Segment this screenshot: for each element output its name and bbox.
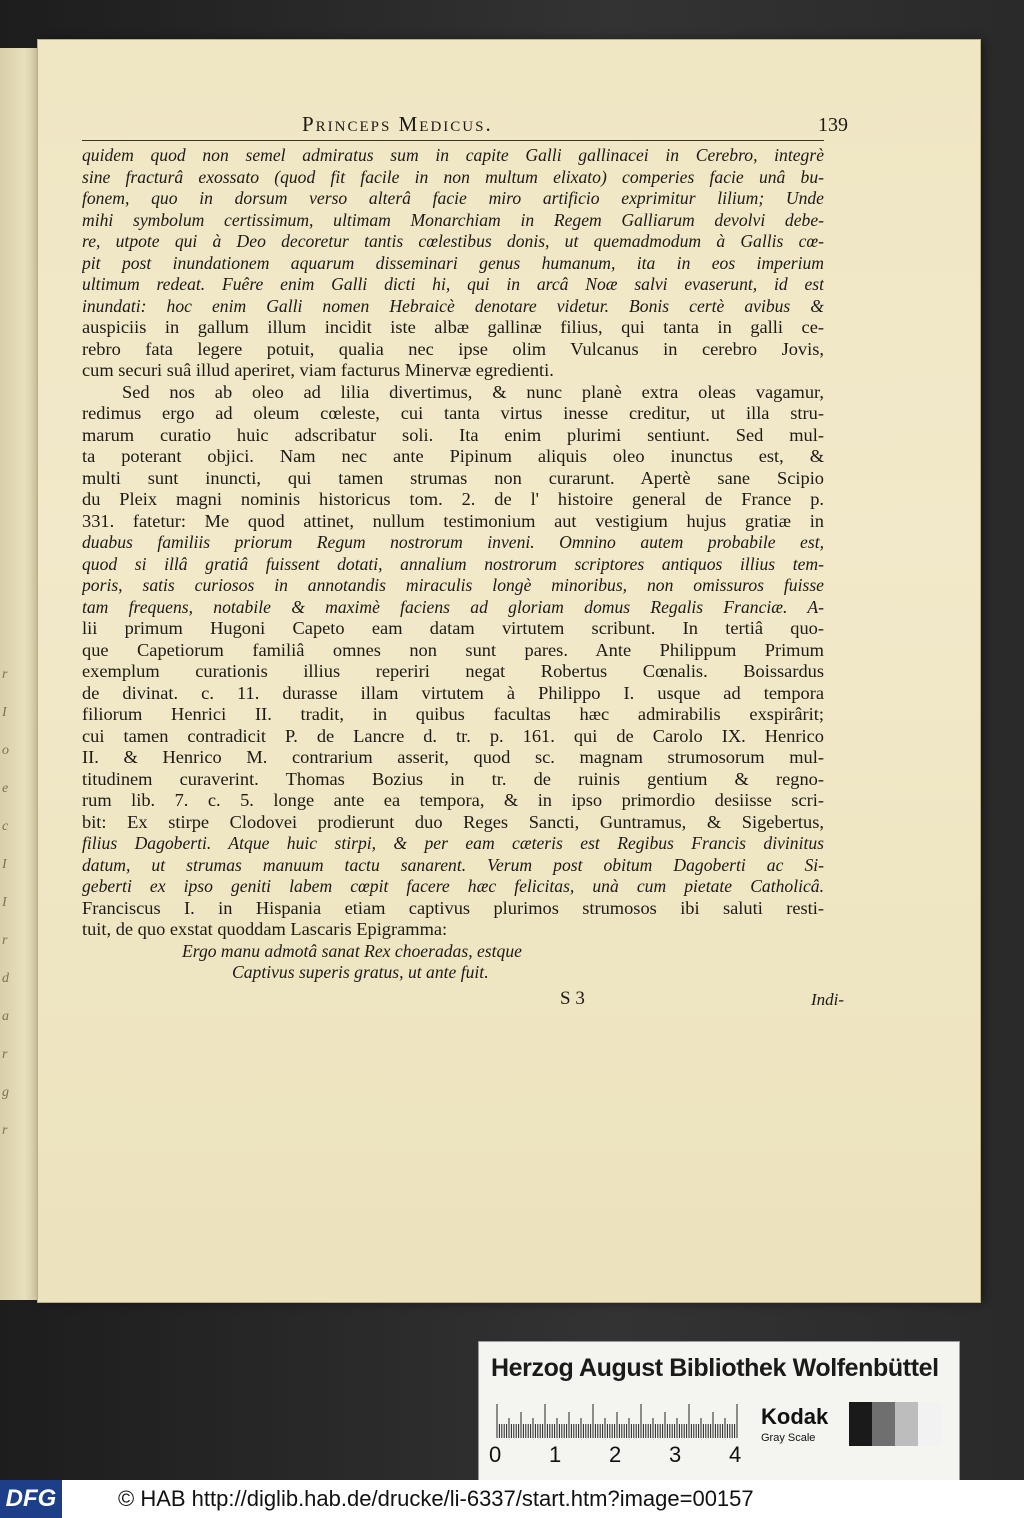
text-line: redimus ergo ad oleum cœleste, cui tanta virtus inesse creditur, ut illa stru- — [82, 403, 824, 423]
running-head — [82, 110, 848, 141]
ruler-number: 2 — [609, 1442, 622, 1467]
text-line: Franciscus I. in Hispania etiam captivus plurimos strumosos ibi saluti resti- — [82, 897, 824, 918]
page-number: 139 — [818, 114, 848, 136]
ruler-number: 1 — [549, 1442, 562, 1467]
text-line: quod si illâ gratiâ fuissent dotati, annalium nostrorum scriptores antiquos illius tem- — [82, 553, 824, 574]
ghost-letter: I — [2, 895, 7, 910]
text-line: tam frequens, notabile & maximè faciens ad gloriam domus Regalis Franciæ. A- — [82, 596, 824, 617]
color-calibration-card — [478, 1341, 960, 1482]
text-line: auspiciis in gallum illum incidit iste albæ gallinæ filius, qui tanta in galli ce- — [82, 317, 824, 337]
page-foot — [82, 987, 844, 1014]
text-line: pit post inundationem aquarum disseminari genus humanum, ita in eos imperium — [82, 252, 824, 273]
library-name: Herzog August Bibliothek Wolfenbüttel — [491, 1354, 939, 1382]
page-text-block — [82, 110, 848, 1014]
ghost-letter: o — [2, 743, 9, 758]
copyright-link[interactable]: © HAB http://diglib.hab.de/drucke/li-6337/start.htm?image=00157 — [118, 1486, 754, 1511]
verse-line-1: Ergo manu admotâ sanat Rex choeradas, estque — [182, 940, 522, 961]
text-line: que Capetiorum familiâ omnes non sunt pares. Ante Philippum Primum — [82, 639, 824, 660]
text-line: titudinem curaverint. Thomas Bozius in tr. de ruinis gentium & regno- — [82, 768, 824, 789]
text-line: quidem quod non semel admiratus sum in capite Galli gallinacei in Cerebro, integrè — [82, 145, 824, 165]
text-line: tuit, de quo exstat quoddam Lascaris Epigramma: — [82, 919, 448, 939]
text-line: exemplum curationis illius reperiri negat Robertus Cœnalis. Boissardus — [82, 661, 824, 681]
text-line: 331. fatetur: Me quod attinet, nullum testimonium aut vestigium hujus gratiæ in — [82, 510, 824, 531]
ruler-numbers — [489, 1442, 749, 1472]
ruler-number: 3 — [669, 1442, 682, 1467]
running-title: Princeps Medicus. — [302, 112, 493, 136]
text-line: de divinat. c. 11. durasse illam virtutem à Philippo I. usque ad tempora — [82, 682, 824, 703]
text-line: fonem, quo in dorsum verso alterâ facie miro artificio exprimitur lilium; Unde — [82, 188, 824, 208]
gray-swatch — [872, 1402, 895, 1446]
text-line: ultimum redeat. Fuêre enim Galli dicti hi, qui in arcâ Noæ salvi evaserunt, id est — [82, 274, 824, 294]
ghost-letter: c — [2, 819, 9, 834]
ghost-letter: I — [2, 705, 7, 720]
text-line: II. & Henrico M. contrarium asserit, quod sc. magnam strumosorum mul- — [82, 747, 824, 767]
ghost-letter: d — [2, 971, 9, 986]
text-line: mihi symbolum certissimum, ultimam Monarchiam in Regem Galliarum devolvi debe- — [82, 209, 824, 230]
ghost-letter: r — [2, 1123, 8, 1138]
ghost-letter: e — [2, 781, 9, 796]
text-line: sine fracturâ exossato (quod fit facile in non multum elixato) comperies facie unâ bu- — [82, 166, 824, 187]
dfg-logo: DFG — [0, 1480, 62, 1518]
text-line: datum, ut strumas manuum tactu sanarent. Verum post obitum Dagoberti ac Si- — [82, 854, 824, 875]
gray-swatch — [895, 1402, 918, 1446]
gray-swatch — [849, 1402, 872, 1446]
ruler-number: 0 — [489, 1442, 502, 1467]
text-line: multi sunt inuncti, qui tamen strumas non curarunt. Apertè sane Scipio — [82, 467, 824, 488]
text-line: bit: Ex stirpe Clodovei prodierunt duo Reges Sancti, Guntramus, & Sigebertus, — [82, 811, 824, 832]
kodak-logo: Kodak — [761, 1404, 829, 1429]
ruler-number: 4 — [729, 1442, 742, 1467]
ghost-letter: r — [2, 933, 8, 948]
text-line: cum securi suâ illud aperiret, viam facturus Minervæ egredienti. — [82, 360, 554, 380]
text-line: inundati: hoc enim Galli nomen Hebraicè denotare videtur. Bonis certè avibus & — [82, 295, 824, 316]
text-line: filius Dagoberti. Atque huic stirpi, & per eam cæteris est Regibus Francis divinitus — [82, 833, 824, 853]
signature-mark: S 3 — [560, 987, 585, 1009]
ruler-scale — [493, 1402, 743, 1438]
ghost-letter: r — [2, 667, 8, 682]
body-text — [82, 145, 824, 941]
text-line: ta poterant objici. Nam nec ante Pipinum aliquis oleo inunctus est, & — [82, 446, 824, 466]
catchword: Indi- — [810, 989, 844, 1009]
gray-scale-label: Gray Scale — [761, 1432, 816, 1444]
ghost-letter: I — [2, 857, 7, 872]
text-line: Sed nos ab oleo ad lilia divertimus, & nunc planè extra oleas vagamur, — [122, 381, 824, 402]
ghost-letter: g — [2, 1085, 9, 1100]
text-line: filiorum Henrici II. tradit, in quibus facultas hæc admirabilis exspirârit; — [82, 704, 824, 724]
ghost-letter: r — [2, 1047, 8, 1062]
text-line: du Pleix magni nominis historicus tom. 2. de l' histoire general de France p. — [82, 489, 824, 509]
ghost-letter: a — [2, 1009, 9, 1024]
kodak-label — [761, 1404, 828, 1444]
text-line: poris, satis curiosos in annotandis miraculis longè minoribus, non omissuros fuisse — [82, 575, 824, 595]
text-line: marum curatio huic adscribatur soli. Ita enim plurimi sentiunt. Sed mul- — [82, 424, 824, 445]
text-line: geberti ex ipso geniti labem cœpit facere hæc felicitas, unà cum pietate Catholicâ. — [82, 876, 824, 896]
text-line: rum lib. 7. c. 5. longe ante ea tempora, & in ipso primordio desiisse scri- — [82, 790, 824, 810]
text-line: lii primum Hugoni Capeto eam datam virtutem scribunt. In tertiâ quo- — [82, 618, 824, 638]
gray-swatches — [849, 1402, 941, 1446]
footer-bar — [0, 1480, 1024, 1518]
verse-line-2: Captivus superis gratus, ut ante fuit. — [232, 962, 489, 982]
text-line: cui tamen contradicit P. de Lancre d. tr. p. 161. qui de Carolo IX. Henrico — [82, 725, 824, 746]
book-page — [38, 40, 980, 1302]
text-line: duabus familiis priorum Regum nostrorum inveni. Omnino autem probabile est, — [82, 532, 824, 552]
gray-swatch — [918, 1402, 941, 1446]
text-line: re, utpote qui à Deo decoretur tantis cœlestibus donis, ut quemadmodum à Gallis cœ- — [82, 231, 824, 251]
text-line: rebro fata legere potuit, qualia nec ipse olim Vulcanus in cerebro Jovis, — [82, 338, 824, 359]
